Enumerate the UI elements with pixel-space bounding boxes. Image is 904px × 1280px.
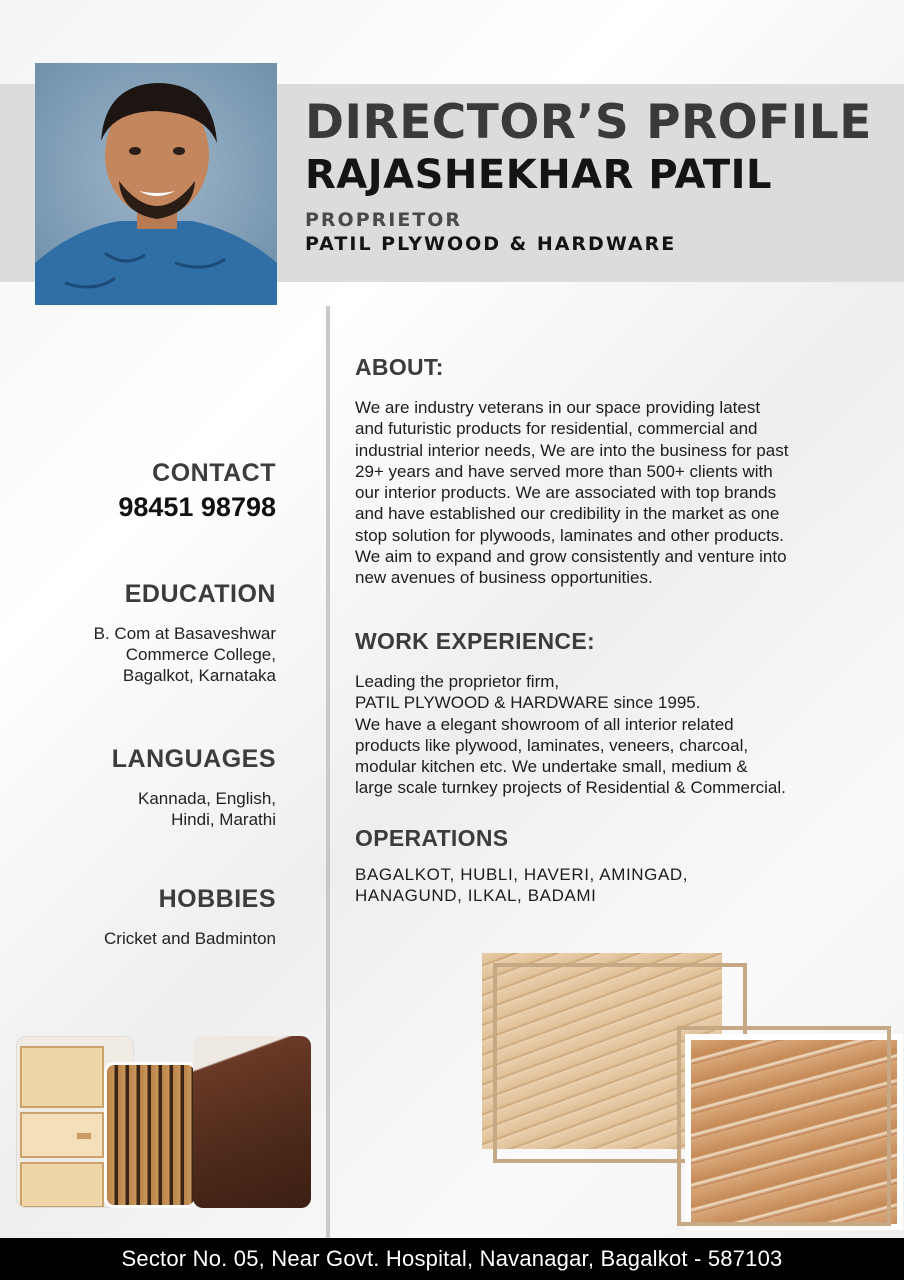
languages-text: [36, 788, 276, 830]
education-line: Commerce College,: [125, 645, 276, 664]
contact-section: [36, 459, 276, 523]
hobbies-line: Cricket and Badminton: [104, 929, 276, 948]
director-portrait: [35, 63, 277, 305]
title-block: [305, 95, 895, 257]
about-line: and futuristic products for residential, commercial and: [355, 419, 758, 439]
operations-line: BAGALKOT, HUBLI, HAVERI, AMINGAD,: [355, 865, 689, 884]
education-section: [36, 580, 276, 686]
about-line: We aim to expand and grow consistently and venture into: [355, 547, 787, 567]
languages-heading: LANGUAGES: [111, 745, 276, 773]
languages-line: Hindi, Marathi: [171, 810, 276, 829]
work-experience-line: products like plywood, laminates, veneers, charcoal,: [355, 735, 749, 755]
wood-slat-panel-photo: [104, 1062, 197, 1208]
hobbies-text: [36, 928, 276, 949]
company-name: PATIL PLYWOOD & HARDWARE: [305, 233, 677, 255]
footer-address: Sector No. 05, Near Govt. Hospital, Navanagar, Bagalkot - 587103: [0, 1238, 904, 1280]
education-line: B. Com at Basaveshwar: [93, 624, 276, 643]
about-line: We are industry veterans in our space providing latest: [355, 398, 761, 417]
operations-heading: OPERATIONS: [355, 825, 509, 851]
photo-frame: [677, 1026, 891, 1226]
languages-section: [36, 745, 276, 830]
contact-heading: CONTACT: [152, 459, 276, 487]
about-line: 29+ years and have served more than 500+ clients with: [355, 461, 773, 481]
languages-line: Kannada, English,: [138, 789, 276, 808]
about-line: industrial interior needs, We are into the business for past: [355, 440, 789, 460]
work-experience-text: [355, 671, 890, 799]
about-line: stop solution for plywoods, laminates and other products.: [355, 525, 785, 545]
work-experience-line: large scale turnkey projects of Residential & Commercial.: [355, 778, 786, 798]
about-line: and have established our credibility in the market as one: [355, 504, 780, 524]
education-heading: EDUCATION: [124, 580, 276, 608]
operations-section: [355, 825, 890, 907]
about-heading: ABOUT:: [355, 354, 444, 380]
work-experience-line: PATIL PLYWOOD & HARDWARE since 1995.: [355, 693, 701, 713]
about-text: [355, 397, 890, 589]
work-experience-heading: WORK EXPERIENCE:: [355, 628, 595, 654]
wooden-flooring-photo: [193, 1036, 311, 1208]
work-experience-section: [355, 628, 890, 799]
hobbies-heading: HOBBIES: [158, 885, 276, 913]
work-experience-line: modular kitchen etc. We undertake small, medium &: [355, 757, 748, 777]
director-role: PROPRIETOR: [305, 209, 463, 231]
contact-phone: 98451 98798: [118, 492, 276, 522]
about-line: our interior products. We are associated with top brands: [355, 483, 777, 503]
work-experience-line: We have a elegant showroom of all interior related: [355, 714, 734, 734]
director-name: RAJASHEKHAR PATIL: [305, 152, 773, 198]
work-experience-line: Leading the proprietor firm,: [355, 672, 560, 691]
column-divider: [326, 306, 330, 1238]
about-line: new avenues of business opportunities.: [355, 568, 653, 588]
page-title: DIRECTOR’S PROFILE: [305, 95, 872, 150]
operations-line: HANAGUND, ILKAL, BADAMI: [355, 886, 597, 906]
education-text: [36, 623, 276, 686]
operations-text: [355, 864, 890, 907]
about-section: [355, 354, 890, 589]
hobbies-section: [36, 885, 276, 949]
education-line: Bagalkot, Karnataka: [122, 666, 276, 685]
